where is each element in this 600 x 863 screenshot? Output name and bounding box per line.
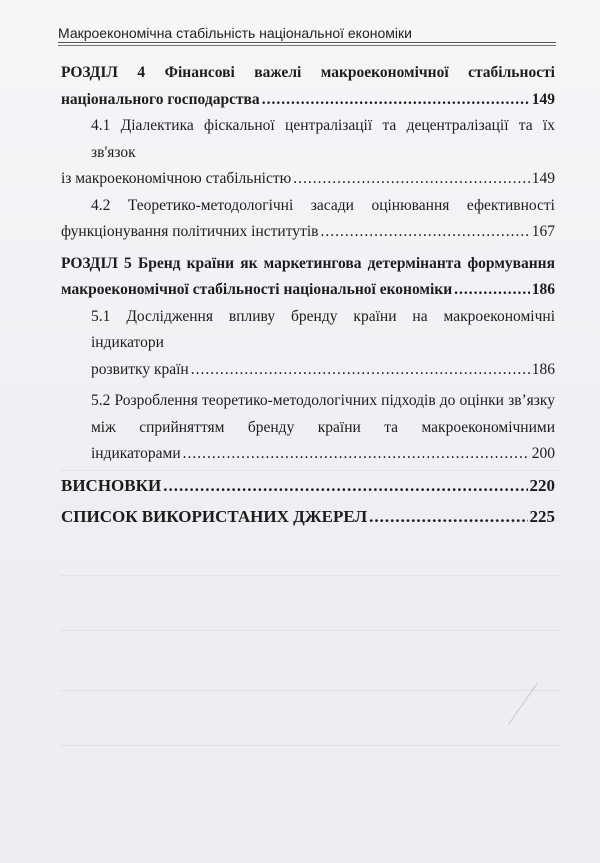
dot-leader <box>320 219 529 246</box>
toc-entry-title-cont: національного господарства <box>61 90 260 108</box>
running-header: Макроекономічна стабільність національної економіки <box>58 25 412 41</box>
show-through-line <box>60 575 560 576</box>
toc-entry-title-cont: між сприйняттям бренду країни та макроекономічними <box>91 418 555 436</box>
header-rule <box>58 42 556 43</box>
toc-page-number: 186 <box>531 281 555 298</box>
toc-page-number: 220 <box>529 475 555 495</box>
toc-references[interactable] <box>61 504 555 531</box>
toc-entry-title-cont: індикаторами <box>91 445 181 462</box>
dot-leader <box>262 87 530 114</box>
toc-entry-title: ВИСНОВКИ <box>61 475 162 495</box>
dot-leader <box>183 441 530 468</box>
toc-entry-title: 5.1 Дослідження впливу бренду країни на макроекономічні індикатори <box>91 307 555 351</box>
toc-chapter-4[interactable] <box>61 60 555 113</box>
toc-entry-title: РОЗДІЛ 4 Фінансові важелі макроекономічної стабільності <box>61 64 555 81</box>
toc-page-number: 149 <box>531 170 555 187</box>
toc-conclusions[interactable] <box>61 473 555 500</box>
toc-chapter-5[interactable] <box>61 251 555 304</box>
toc-section-4-1[interactable] <box>61 113 555 193</box>
toc-entry-title: 4.1 Діалектика фіскальної централізації та децентралізації та їх зв'язок <box>91 117 555 161</box>
toc-page-number: 225 <box>529 507 555 526</box>
toc-page-number: 149 <box>531 90 555 108</box>
dot-leader <box>191 357 530 384</box>
dot-leader <box>454 277 530 304</box>
show-through-line <box>60 745 560 746</box>
toc-entry-title: 4.2 Теоретико-методологічні засади оцінювання ефективності <box>91 196 555 214</box>
dot-leader <box>293 166 530 193</box>
table-of-contents <box>61 60 555 531</box>
pencil-mark <box>508 683 570 747</box>
toc-section-5-2[interactable] <box>61 388 555 468</box>
toc-page-number: 200 <box>531 445 555 462</box>
dot-leader <box>163 473 527 500</box>
toc-entry-title: СПИСОК ВИКОРИСТАНИХ ДЖЕРЕЛ <box>61 507 368 526</box>
header-rule-secondary <box>58 45 556 46</box>
toc-entry-title: РОЗДІЛ 5 Бренд країни як маркетингова детермінанта формування <box>61 254 555 272</box>
toc-section-5-1[interactable] <box>61 304 555 384</box>
toc-entry-title-cont: макроекономічної стабільності національної економіки <box>61 281 453 298</box>
dot-leader <box>369 504 527 531</box>
toc-page-number: 167 <box>531 223 555 240</box>
toc-section-4-2[interactable] <box>61 193 555 246</box>
toc-page-number: 186 <box>531 360 555 378</box>
toc-entry-title: 5.2 Розроблення теоретико-методологічних підходів до оцінки зв’язку <box>91 392 555 409</box>
show-through-line <box>60 630 560 631</box>
toc-entry-title-cont: функціонування політичних інститутів <box>61 223 319 240</box>
show-through-line <box>60 690 560 691</box>
toc-entry-title-cont: із макроекономічною стабільністю <box>61 170 292 187</box>
toc-entry-title-cont: розвитку країн <box>91 360 189 378</box>
